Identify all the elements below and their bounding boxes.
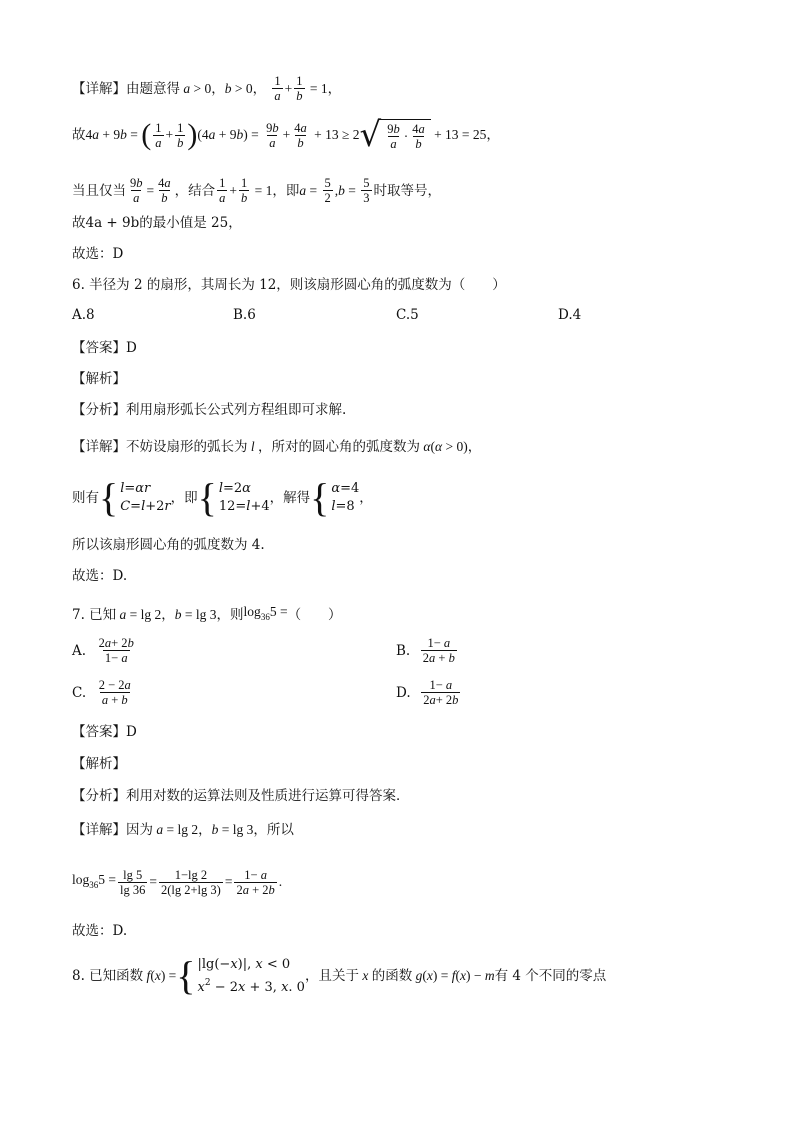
q5-detail-line: 【详解】 由题意得 a > 0 ， b > 0 ， $\frac{1}{a}$ + $\frac{1}{b}$ = 1 ， [72, 74, 342, 103]
q8-stem: 8. 已知函数 f ( x ) = { |lg(−x)|, x < 0 $x^2 - 2x + 3$, x. 0 ，且关于 x 的函数 g ( x ) = f ( x ) − m 有 4 个不同的零点 [72, 953, 607, 998]
q7-derivation: $\log_{36}5$ = $\frac{\lg 5}{\lg 36}$ = $\frac{1-\lg 2}{2(\lg 2+\lg 3)}$ = $\frac{1- a}{2a + 2b}$ . [72, 867, 283, 897]
q6-option-a[interactable]: A. 8 [72, 307, 95, 323]
q6-choice: 故选：D. [72, 568, 128, 584]
q7-choice: 故选：D. [72, 923, 128, 939]
q6-option-c[interactable]: C. 5 [396, 307, 419, 323]
q6-system-line: 则有 { l=αr C=l+2r ，即 { l=2α 12=l+4 ，解得 { α=4 l=8 ， [72, 475, 373, 520]
q7-answer: 【答案】 D [72, 724, 137, 740]
q7-detail: 【详解】 因为 a = lg 2 ， b = lg 3 ，所以 [72, 822, 294, 838]
q7-option-b[interactable]: B. $\frac{1- a}{2a + b}$ [396, 636, 455, 665]
q6-option-b[interactable]: B. 6 [233, 307, 256, 323]
q5-derivation-line: 故 4 a + 9 b = ( $\frac{1}{a}$ + $\frac{1}{b}$ ) (4 a + 9 b ) = $\frac{9b}{a}$ + $\frac{4a}{b}$ + 13 ≥ 2 √ $\frac{9b}{a}$ · $\frac{4a}{b}$ + 13 = 25 ， [72, 115, 500, 155]
q6-analysis-tag: 【解析】 [72, 371, 126, 387]
q6-option-d[interactable]: D. 4 [558, 307, 582, 323]
q7-fenxi: 【分析】 利用对数的运算法则及性质进行运算可得答案． [72, 788, 410, 804]
q5-equality-line: 当且仅当 $\frac{9b}{a}$ = $\frac{4a}{b}$ ，结合 $\frac{1}{a}$ + $\frac{1}{b}$ = 1 ，即 a = $\frac{5}{2}$ , b = $\frac{5}{3}$ 时取等号， [72, 176, 441, 205]
q6-fenxi: 【分析】 利用扇形弧长公式列方程组即可求解. [72, 402, 347, 418]
q6-conclusion: 所以该扇形圆心角的弧度数为 4. [72, 537, 265, 553]
q6-stem: 6. 半径为 2 的扇形，其周长为 12，则该扇形圆心角的弧度数为（ ） [72, 277, 506, 293]
q5-minimum-line: 故4a + 9b的最小值是 25， [72, 215, 242, 231]
q7-option-c[interactable]: C. $\frac{2 - 2a}{a + b}$ [72, 678, 131, 707]
q6-detail: 【详解】 不妨设扇形的弧长为 l ，所对的圆心角的弧度数为 α ( α > 0) ， [72, 439, 482, 455]
q6-answer: 【答案】 D [72, 340, 137, 356]
q7-analysis-tag: 【解析】 [72, 756, 126, 772]
q7-option-d[interactable]: D. $\frac{1- a}{2a+ 2b}$ [396, 678, 459, 707]
q7-stem: 7. 已知 a = lg 2 ， b = lg 3 ，则 $\log_{36}5$ = （ ） [72, 604, 342, 623]
q7-option-a[interactable]: A. $\frac{2a+ 2b}{1- a}$ [72, 636, 134, 665]
q5-choice: 故选：D [72, 246, 124, 262]
detail-tag: 【详解】 [72, 80, 126, 97]
